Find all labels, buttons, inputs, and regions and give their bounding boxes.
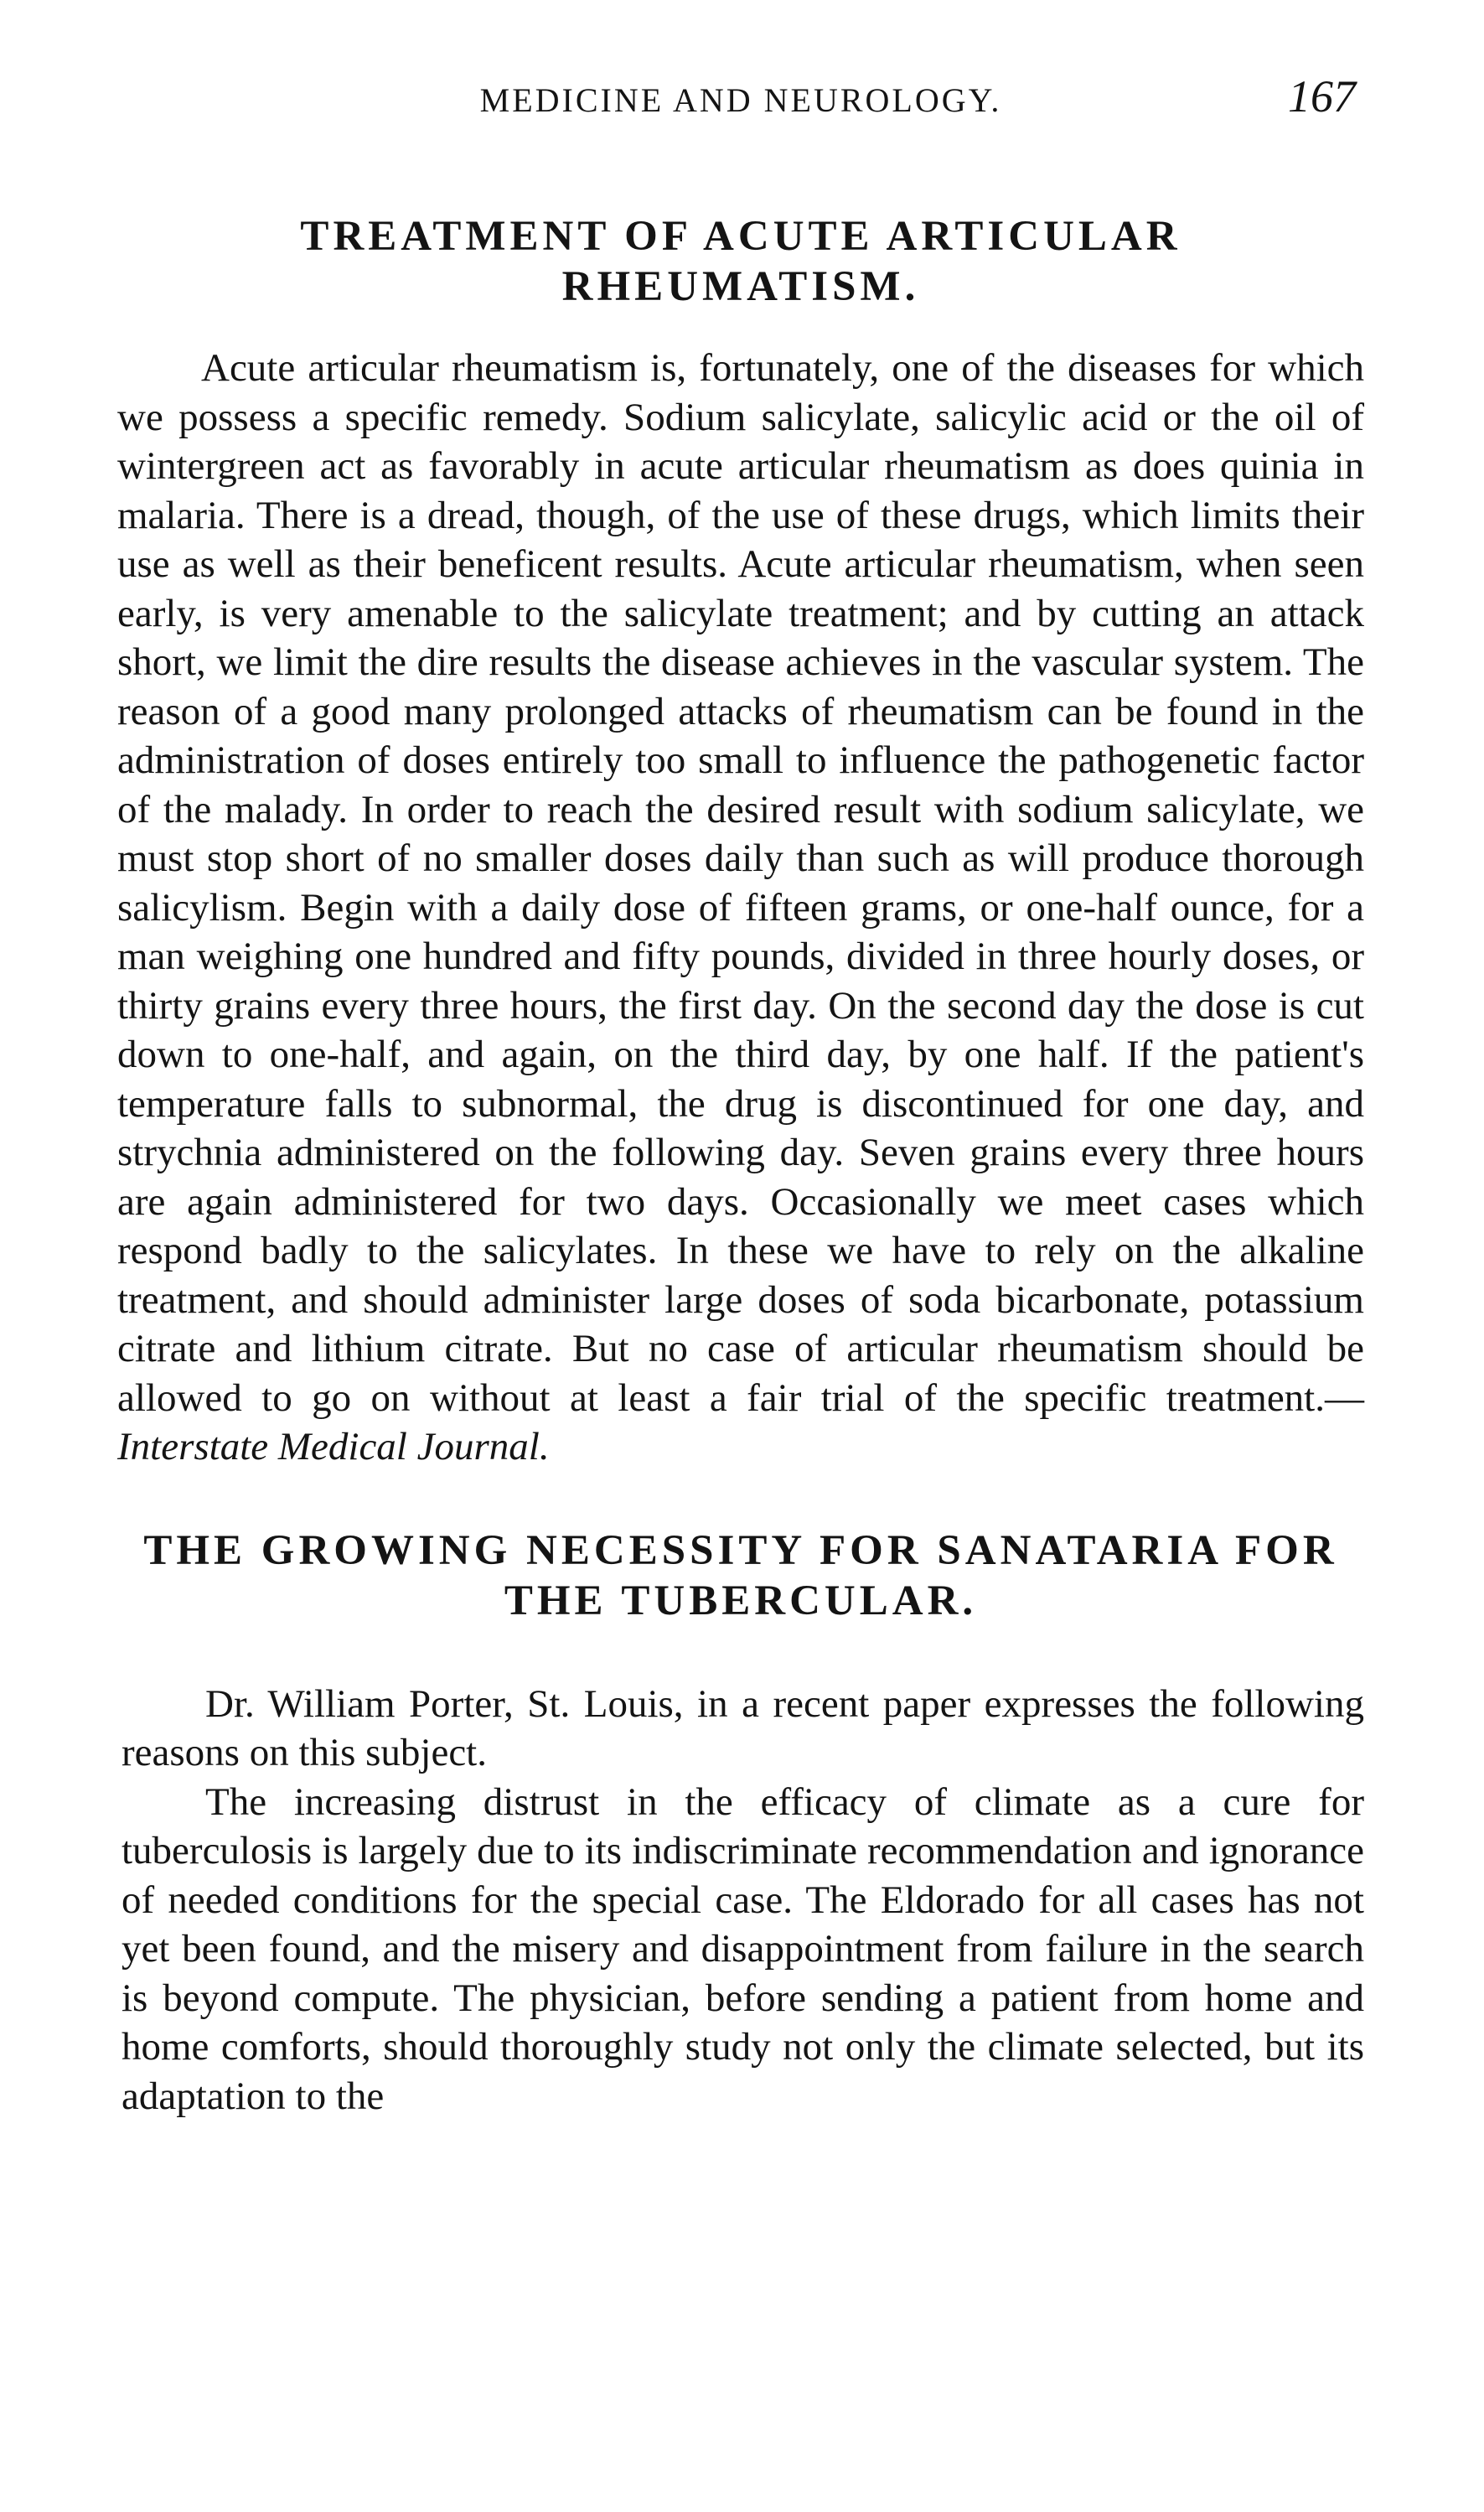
article-2-body: The increasing distrust in the efficacy of climate as a cure for tuberculosis is largely due to its indiscriminate recommendation and ignorance of needed conditions for the special case. The Eldorado for all cases has not yet been found, and the misery and disappointment from failure in the search is beyond compute. The physician, before sending a patient from home and home comforts, should thoroughly study not only the climate selected, but its adaptation to the xyxy=(122,1779,1364,2118)
article-1-body-text: Acute articular rheumatism is, fortunately, one of the diseases for which we possess a specific remedy. Sodium salicylate, salicylic acid or the oil of wintergreen act as favorably in acute articular rheumatism as does quinia in malaria. There is a dread, though, of the use of these drugs, which limits their use as well as their beneficent results. Acute articular rheumatism, when seen early, is very amenable to the salicylate treatment; and by cutting an attack short, we limit the dire results the disease achieves in the vascular system. The reason of a good many prolonged attacks of rheumatism can be found in the administration of doses entirely too small to influence the pathogenetic factor of the malady. In order to reach the desired result with sodium salicylate, we must stop short of no smaller doses daily than such as will produce thorough salicylism. Begin with a daily dose of fifteen grams, or one-half ounce, for a man weighing one hundred and fifty pounds, divided in three hourly doses, or thirty grains every three hours, the first day. On the second day the dose is cut down to one-half, and again, on the third day, by one half. If the patient's temperature falls to subnormal, the drug is discontinued for one day, and strychnia administered on the following day. Seven grains every three hours are again administered for two days. Occasionally we meet cases which respond badly to the salicylates. In these we have to rely on the alkaline treatment, and should administer large doses of soda bicarbonate, potassium citrate and lithium citrate. But no case of articular rheumatism should be allowed to go on without at least a fair trial of the specific treatment.— xyxy=(117,346,1364,1420)
article-1-title: TREATMENT OF ACUTE ARTICULAR RHEUMATISM. xyxy=(300,213,1182,310)
running-head xyxy=(117,54,1364,122)
page-number: 167 xyxy=(1288,71,1356,122)
running-title: MEDICINE AND NEUROLOGY. xyxy=(479,81,1002,119)
article-1-body xyxy=(117,344,1364,1472)
article-1-source: Interstate Medical Journal. xyxy=(117,1425,550,1468)
book-page xyxy=(117,54,1364,2121)
article-2-intro: Dr. William Porter, St. Louis, in a recent paper expresses the following reasons on this subject. xyxy=(122,1681,1364,1774)
article-2-title: THE GROWING NECESSITY FOR SANATARIA FOR THE TUBERCULAR. xyxy=(143,1526,1338,1624)
